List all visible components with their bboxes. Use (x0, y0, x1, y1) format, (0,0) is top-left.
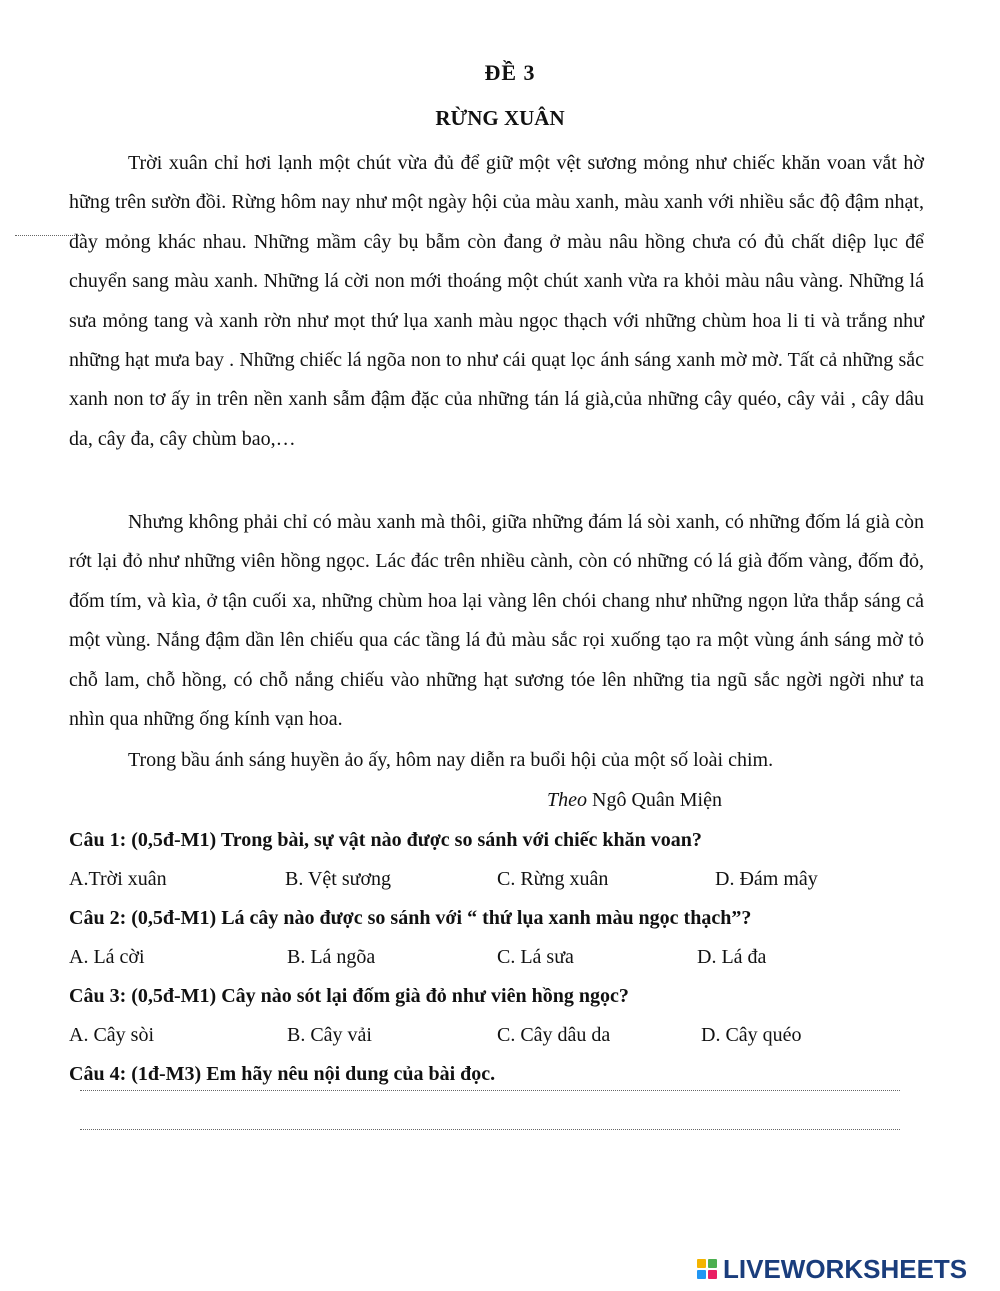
source-prefix: Theo (547, 789, 587, 811)
q3-option-a[interactable]: A. Cây sòi (69, 1024, 154, 1046)
logo-text: LIVEWORKSHEETS (723, 1253, 968, 1284)
logo-square-icon (697, 1259, 706, 1268)
exam-title: ĐỀ 3 (484, 60, 536, 85)
q2-option-c[interactable]: C. Lá sưa (497, 946, 574, 968)
q2-option-a[interactable]: A. Lá cời (69, 946, 145, 968)
q1-option-a[interactable]: A.Trời xuân (69, 868, 167, 890)
passage-source (547, 781, 722, 820)
liveworksheets-icon (697, 1259, 717, 1279)
q1-option-c[interactable]: C. Rừng xuân (497, 868, 609, 890)
q1-option-b[interactable]: B. Vệt sương (285, 868, 392, 890)
question-4: Câu 4: (1đ-M3) Em hãy nêu nội dung của bài đọc. (69, 1063, 496, 1085)
passage-paragraph-3: Trong bầu ánh sáng huyền ảo ấy, hôm nay diễn ra buổi hội của một số loài chim. (128, 749, 774, 771)
q3-option-c[interactable]: C. Cây dâu da (497, 1024, 611, 1046)
question-1: Câu 1: (0,5đ-M1) Trong bài, sự vật nào được so sánh với chiếc khăn voan? (69, 829, 702, 851)
q3-option-b[interactable]: B. Cây vải (287, 1024, 372, 1046)
passage-paragraph-1: Trời xuân chỉ hơi lạnh một chút vừa đủ để giữ một vệt sương mỏng như chiếc khăn voan vắt hờ hững trên sườn đồi. Rừng hôm nay như một ngày hội của màu xanh, màu xanh với nhiều sắc độ đậm nhạt, dày mỏng khác nhau. Những mầm cây bụ bẫm còn đang ở màu nâu hồng chưa có đủ chất diệp lục để chuyển sang màu xanh. Những lá cời non mới thoáng một chút xanh vừa ra khỏi màu nâu vàng. Những lá sưa mỏng tang và xanh rờn như mọt thứ lụa xanh màu ngọc thạch với những chùm hoa li ti và trắng như những hạt mưa bay . Những chiếc lá ngõa non to như cái quạt lọc ánh sáng xanh mờ mờ. Tất cả những sắc xanh non tơ ấy in trên nền xanh sẫm đậm đặc của những tán lá già,của những cây quéo, cây vải , cây dâu da, cây đa, cây chùm bao,… (69, 152, 924, 450)
story-title: RỪNG XUÂN (435, 106, 565, 130)
q3-option-d[interactable]: D. Cây quéo (701, 1024, 802, 1046)
passage-paragraph-2: Nhưng không phải chỉ có màu xanh mà thôi, giữa những đám lá sòi xanh, có những đốm lá già còn rớt lại đỏ như những viên hồng ngọc. Lác đác trên nhiều cành, còn có những có lá già đốm vàng, đốm đỏ, đốm tím, và kìa, ở tận cuối xa, những chùm hoa lại vàng lên chói chang như những ngọn lửa thắp sáng cả một vùng. Nắng đậm dần lên chiếu qua các tầng lá đủ màu sắc rọi xuống tạo ra một vùng ánh sáng mờ tỏ chỗ lam, chỗ hồng, có chỗ nắng chiếu vào những hạt sương tóe lên những tia ngũ sắc ngời ngời như ta nhìn qua những ống kính vạn hoa. (69, 511, 924, 731)
logo-square-icon (697, 1270, 706, 1279)
q2-option-b[interactable]: B. Lá ngõa (287, 946, 376, 968)
q1-option-d[interactable]: D. Đám mây (715, 868, 818, 890)
logo-square-icon (708, 1270, 717, 1279)
answer-line-2[interactable] (80, 1129, 900, 1130)
liveworksheets-logo (697, 1253, 967, 1285)
question-3: Câu 3: (0,5đ-M1) Cây nào sót lại đốm già đỏ như viên hồng ngọc? (69, 985, 629, 1007)
answer-line-1[interactable] (80, 1090, 900, 1091)
q2-option-d[interactable]: D. Lá đa (697, 946, 767, 968)
logo-square-icon (708, 1259, 717, 1268)
source-author: Ngô Quân Miện (587, 789, 722, 811)
question-2: Câu 2: (0,5đ-M1) Lá cây nào được so sánh với “ thứ lụa xanh màu ngọc thạch”? (69, 907, 752, 929)
